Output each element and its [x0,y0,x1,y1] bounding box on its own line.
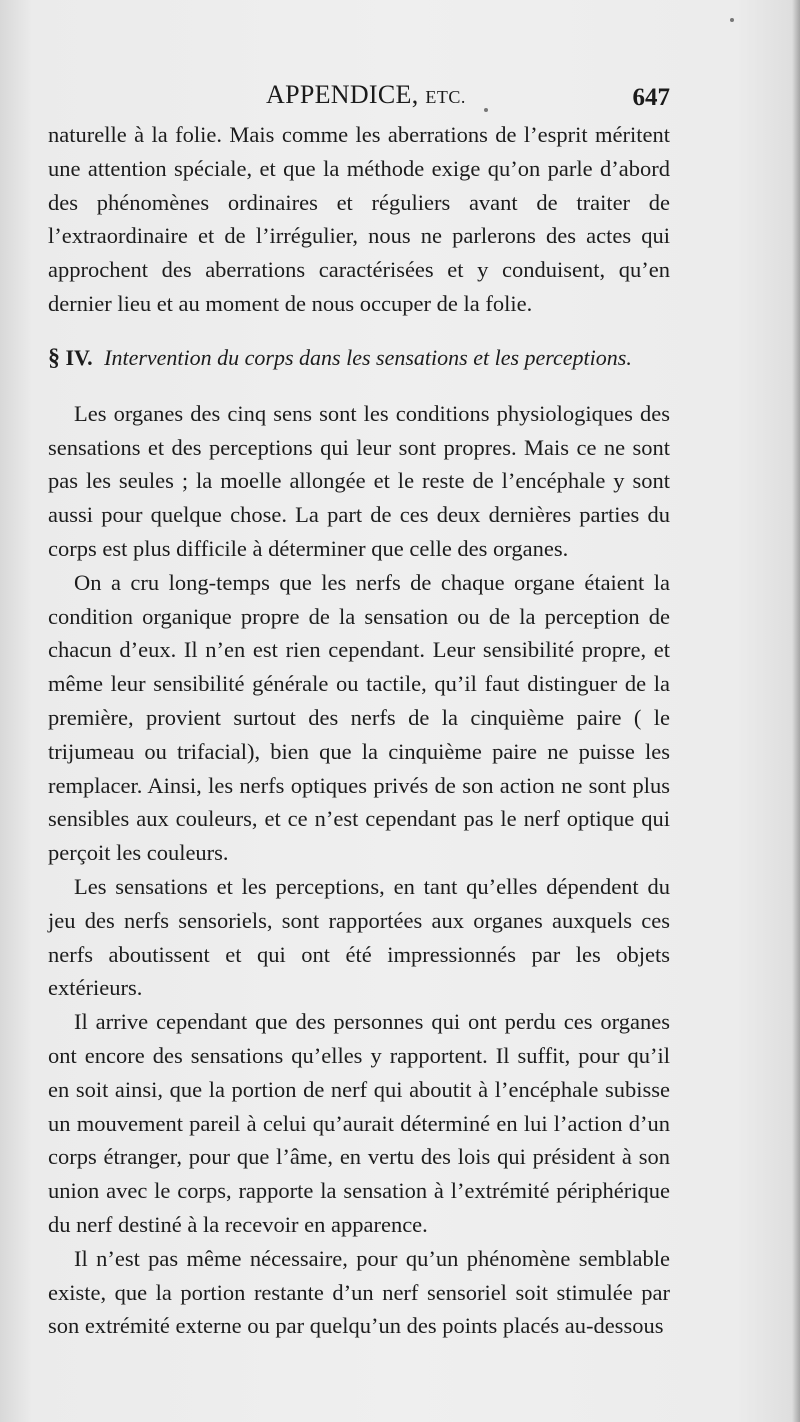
page-edge-shadow [792,0,800,1422]
running-head [266,80,466,110]
paragraph-continued: naturelle à la folie. Mais comme les aberrations de l’esprit méritent une attention spéciale, et que la méthode exige qu’on parle d’abord des phénomènes ordinaires et réguliers avant de traiter de l’extraordinaire et de l’irrégulier, nous ne parlerons des actes qui approchent des aberrations caractérisées et y conduisent, qu’en dernier lieu et au moment de nous occuper de la folie. [48,122,670,316]
section-heading [48,343,670,373]
section-sign: § [48,344,60,371]
paragraph: On a cru long-temps que les nerfs de chaque organe étaient la condition organique propre de la sensation ou de la perception de chacun d’eux. Il n’en est rien cependant. Leur sensibilité propre, et même leur sensibilité générale ou tactile, qu’il faut distinguer de la première, provient surtout des nerfs de la cinquième paire ( le trijumeau ou trifacial), bien que la cinquième paire ne puisse les remplacer. Ainsi, les nerfs optiques privés de son action ne sont plus sensibles aux couleurs, et ce n’est cependant pas le nerf optique qui perçoit les couleurs. [48,569,670,866]
running-head-etc: ETC. [425,87,466,107]
paragraph: Les sensations et les perceptions, en tant qu’elles dépendent du jeu des nerfs sensoriels, sont rapportées aux organes auxquels ces nerfs aboutissent et qui ont été impressionnés par les objets extérieurs. [48,873,670,1001]
section-number: IV. [65,344,93,370]
page-number: 647 [632,84,670,111]
ink-speck [484,108,488,112]
paragraph: Il n’est pas même nécessaire, pour qu’un phénomène semblable existe, que la portion restante d’un nerf sensoriel soit stimulée par son extrémité externe ou par quelqu’un des points placés au-dessous [48,1245,670,1339]
page-header [48,78,670,114]
paragraph: Les organes des cinq sens sont les conditions physiologiques des sensations et des perceptions qui leur sont propres. Mais ce ne sont pas les seules ; la moelle allongée et le reste de l’encéphale y sont aussi pour quelque chose. La part de ces deux dernières parties du corps est plus difficile à déterminer que celle des organes. [48,400,670,561]
section-title: Intervention du corps dans les sensations et les perceptions. [104,344,632,370]
paragraph: Il arrive cependant que des personnes qui ont perdu ces organes ont encore des sensations qu’elles y rapportent. Il suffit, pour qu’il en soit ainsi, que la portion de nerf qui aboutit à l’encéphale subisse un mouvement pareil à celui qu’aurait déterminé en lui l’action d’un corps étranger, pour que l’âme, en vertu des lois qui président à son union avec le corps, rapporte la sensation à l’extrémité périphérique du nerf destiné à la recevoir en apparence. [48,1009,670,1237]
running-head-title: APPENDICE, [266,80,419,109]
body-text [48,118,670,1343]
ink-speck [730,18,734,22]
